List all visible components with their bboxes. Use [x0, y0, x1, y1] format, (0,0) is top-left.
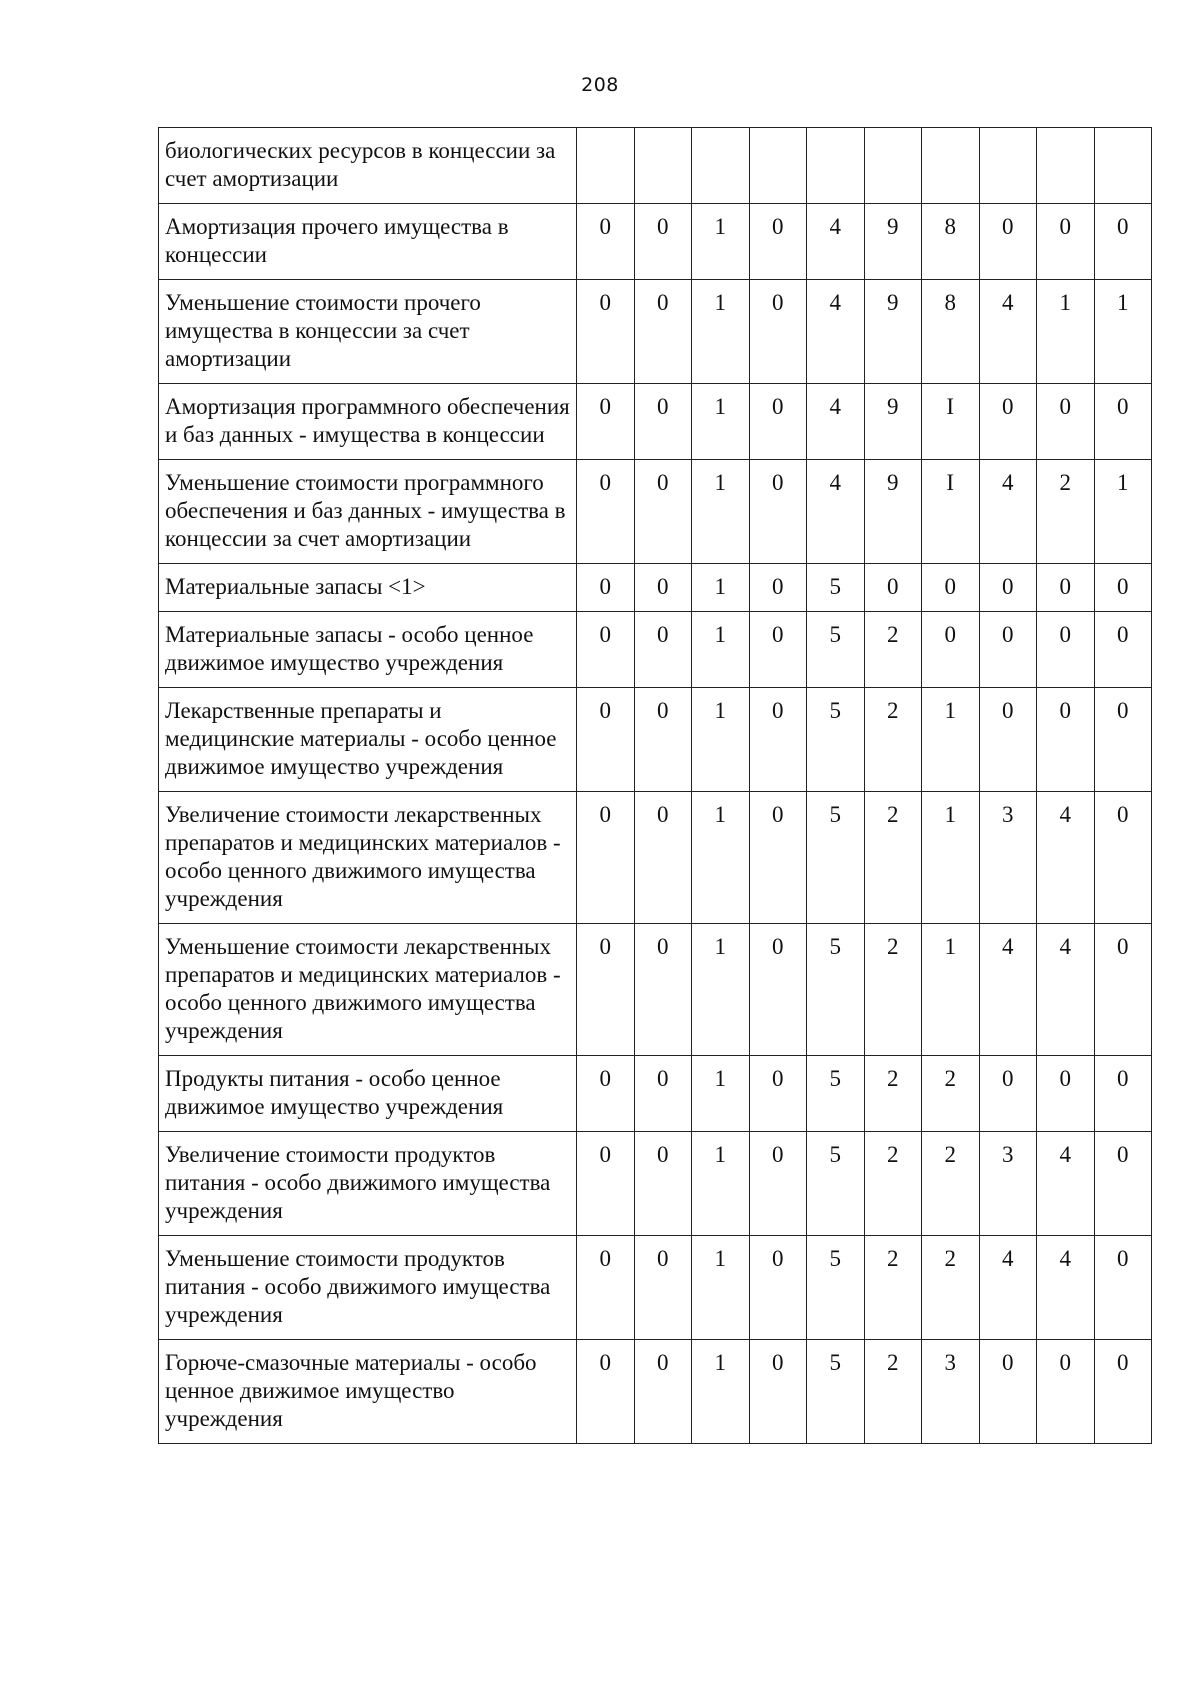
- code-digit-cell: 0: [864, 564, 922, 612]
- code-digit-cell: 0: [634, 280, 692, 384]
- code-digit-cell: 2: [922, 1132, 980, 1236]
- code-digit-cell: 1: [692, 460, 750, 564]
- code-digit-cell: 0: [749, 384, 807, 460]
- table-row: [159, 384, 1152, 460]
- code-digit-cell: 2: [864, 1340, 922, 1444]
- code-digit-cell: 0: [749, 1132, 807, 1236]
- code-digit-cell: 0: [749, 1056, 807, 1132]
- code-digit-cell: 0: [1094, 564, 1152, 612]
- code-digit-cell: 0: [1037, 564, 1095, 612]
- account-name-cell: Материальные запасы <1>: [159, 564, 577, 612]
- table-row: [159, 688, 1152, 792]
- code-digit-cell: 1: [692, 384, 750, 460]
- code-digit-cell: 9: [864, 384, 922, 460]
- code-digit-cell: 3: [979, 792, 1037, 924]
- code-digit-cell: 4: [979, 460, 1037, 564]
- code-digit-cell: [634, 128, 692, 204]
- code-digit-cell: 1: [692, 1056, 750, 1132]
- code-digit-cell: 9: [864, 280, 922, 384]
- code-digit-cell: 0: [749, 564, 807, 612]
- account-name-cell: Уменьшение стоимости программного обеспечения и баз данных - имущества в концессии за счет амортизации: [159, 460, 577, 564]
- code-digit-cell: 4: [979, 280, 1037, 384]
- code-digit-cell: 0: [749, 460, 807, 564]
- code-digit-cell: 0: [634, 384, 692, 460]
- code-digit-cell: 0: [1094, 924, 1152, 1056]
- code-digit-cell: 1: [692, 564, 750, 612]
- code-digit-cell: 4: [807, 460, 865, 564]
- code-digit-cell: 0: [1037, 1340, 1095, 1444]
- code-digit-cell: I: [922, 460, 980, 564]
- code-digit-cell: 0: [922, 612, 980, 688]
- code-digit-cell: 0: [577, 204, 635, 280]
- code-digit-cell: [1094, 128, 1152, 204]
- code-digit-cell: 0: [577, 1132, 635, 1236]
- code-digit-cell: 8: [922, 204, 980, 280]
- code-digit-cell: 3: [922, 1340, 980, 1444]
- code-digit-cell: 0: [577, 1340, 635, 1444]
- code-digit-cell: 5: [807, 1236, 865, 1340]
- code-digit-cell: 0: [979, 564, 1037, 612]
- code-digit-cell: 0: [577, 1056, 635, 1132]
- table-row: [159, 460, 1152, 564]
- code-digit-cell: 0: [634, 612, 692, 688]
- code-digit-cell: 5: [807, 1132, 865, 1236]
- code-digit-cell: 2: [864, 612, 922, 688]
- account-name-cell: Уменьшение стоимости прочего имущества в концессии за счет амортизации: [159, 280, 577, 384]
- code-digit-cell: 4: [979, 1236, 1037, 1340]
- code-digit-cell: 0: [1094, 384, 1152, 460]
- code-digit-cell: 5: [807, 564, 865, 612]
- code-digit-cell: 0: [749, 204, 807, 280]
- code-digit-cell: 1: [692, 688, 750, 792]
- code-digit-cell: 2: [922, 1056, 980, 1132]
- code-digit-cell: 1: [1094, 460, 1152, 564]
- code-digit-cell: 0: [1094, 1056, 1152, 1132]
- code-digit-cell: [922, 128, 980, 204]
- code-digit-cell: 4: [1037, 1132, 1095, 1236]
- code-digit-cell: 5: [807, 1340, 865, 1444]
- code-digit-cell: 0: [749, 1340, 807, 1444]
- table-row: [159, 280, 1152, 384]
- code-digit-cell: 0: [979, 612, 1037, 688]
- code-digit-cell: [864, 128, 922, 204]
- code-digit-cell: 0: [577, 460, 635, 564]
- account-name-cell: биологических ресурсов в концессии за счет амортизации: [159, 128, 577, 204]
- table-row: [159, 924, 1152, 1056]
- table-row: [159, 204, 1152, 280]
- code-digit-cell: 5: [807, 688, 865, 792]
- table-row: [159, 128, 1152, 204]
- code-digit-cell: [979, 128, 1037, 204]
- table-row: [159, 1340, 1152, 1444]
- code-digit-cell: 0: [634, 792, 692, 924]
- code-digit-cell: 0: [577, 1236, 635, 1340]
- code-digit-cell: 0: [634, 924, 692, 1056]
- code-digit-cell: 4: [1037, 792, 1095, 924]
- code-digit-cell: 0: [634, 564, 692, 612]
- account-name-cell: Амортизация программного обеспечения и баз данных - имущества в концессии: [159, 384, 577, 460]
- table-row: [159, 564, 1152, 612]
- table-row: [159, 1236, 1152, 1340]
- code-digit-cell: 1: [692, 1132, 750, 1236]
- account-name-cell: Уменьшение стоимости лекарственных препаратов и медицинских материалов - особо ценного движимого имущества учреждения: [159, 924, 577, 1056]
- account-name-cell: Амортизация прочего имущества в концессии: [159, 204, 577, 280]
- code-digit-cell: [577, 128, 635, 204]
- table-body: [159, 128, 1152, 1444]
- table-row: [159, 792, 1152, 924]
- code-digit-cell: 4: [1037, 1236, 1095, 1340]
- account-name-cell: Увеличение стоимости продуктов питания - особо движимого имущества учреждения: [159, 1132, 577, 1236]
- code-digit-cell: 0: [634, 460, 692, 564]
- code-digit-cell: 2: [864, 924, 922, 1056]
- code-digit-cell: 2: [864, 1056, 922, 1132]
- code-digit-cell: 0: [1037, 204, 1095, 280]
- code-digit-cell: 1: [692, 204, 750, 280]
- code-digit-cell: 2: [864, 688, 922, 792]
- code-digit-cell: 0: [577, 564, 635, 612]
- code-digit-cell: 0: [979, 204, 1037, 280]
- code-digit-cell: 1: [1094, 280, 1152, 384]
- code-digit-cell: 4: [807, 204, 865, 280]
- code-digit-cell: 0: [979, 1340, 1037, 1444]
- code-digit-cell: 0: [634, 1236, 692, 1340]
- code-digit-cell: 3: [979, 1132, 1037, 1236]
- code-digit-cell: 0: [1094, 204, 1152, 280]
- code-digit-cell: 0: [577, 384, 635, 460]
- account-name-cell: Горюче-смазочные материалы - особо ценное движимое имущество учреждения: [159, 1340, 577, 1444]
- code-digit-cell: 5: [807, 792, 865, 924]
- code-digit-cell: 0: [577, 280, 635, 384]
- code-digit-cell: 4: [1037, 924, 1095, 1056]
- code-digit-cell: 0: [634, 1056, 692, 1132]
- code-digit-cell: 0: [749, 280, 807, 384]
- code-digit-cell: 0: [1094, 1236, 1152, 1340]
- account-name-cell: Продукты питания - особо ценное движимое имущество учреждения: [159, 1056, 577, 1132]
- code-digit-cell: 0: [922, 564, 980, 612]
- account-name-cell: Материальные запасы - особо ценное движимое имущество учреждения: [159, 612, 577, 688]
- code-digit-cell: 0: [1094, 688, 1152, 792]
- code-digit-cell: 1: [692, 612, 750, 688]
- code-digit-cell: 5: [807, 924, 865, 1056]
- code-digit-cell: [749, 128, 807, 204]
- code-digit-cell: 1: [692, 792, 750, 924]
- code-digit-cell: 4: [807, 280, 865, 384]
- code-digit-cell: 0: [749, 924, 807, 1056]
- code-digit-cell: 9: [864, 460, 922, 564]
- table-row: [159, 612, 1152, 688]
- code-digit-cell: 0: [1037, 384, 1095, 460]
- code-digit-cell: 1: [692, 924, 750, 1056]
- code-digit-cell: 0: [749, 688, 807, 792]
- code-digit-cell: 0: [634, 688, 692, 792]
- code-digit-cell: 0: [1037, 612, 1095, 688]
- code-digit-cell: 0: [577, 924, 635, 1056]
- account-name-cell: Увеличение стоимости лекарственных препаратов и медицинских материалов - особо ценного движимого имущества учреждения: [159, 792, 577, 924]
- code-digit-cell: 2: [864, 792, 922, 924]
- table-row: [159, 1056, 1152, 1132]
- code-digit-cell: 0: [979, 688, 1037, 792]
- code-digit-cell: 0: [1094, 1132, 1152, 1236]
- code-digit-cell: 0: [634, 204, 692, 280]
- code-digit-cell: 0: [1094, 1340, 1152, 1444]
- code-digit-cell: 1: [922, 792, 980, 924]
- code-digit-cell: 2: [922, 1236, 980, 1340]
- code-digit-cell: 1: [922, 688, 980, 792]
- code-digit-cell: 1: [922, 924, 980, 1056]
- code-digit-cell: 2: [864, 1132, 922, 1236]
- code-digit-cell: 0: [1094, 792, 1152, 924]
- code-digit-cell: [807, 128, 865, 204]
- code-digit-cell: 0: [577, 612, 635, 688]
- page-number: 208: [581, 74, 619, 96]
- code-digit-cell: 9: [864, 204, 922, 280]
- code-digit-cell: 5: [807, 1056, 865, 1132]
- code-digit-cell: 2: [1037, 460, 1095, 564]
- code-digit-cell: 0: [749, 792, 807, 924]
- code-digit-cell: I: [922, 384, 980, 460]
- code-digit-cell: 4: [979, 924, 1037, 1056]
- account-codes-table: [158, 127, 1152, 1444]
- code-digit-cell: [1037, 128, 1095, 204]
- account-name-cell: Лекарственные препараты и медицинские материалы - особо ценное движимое имущество учреждения: [159, 688, 577, 792]
- code-digit-cell: 5: [807, 612, 865, 688]
- code-digit-cell: 0: [634, 1132, 692, 1236]
- code-digit-cell: 0: [749, 1236, 807, 1340]
- code-digit-cell: 0: [577, 792, 635, 924]
- code-digit-cell: [692, 128, 750, 204]
- code-digit-cell: 1: [692, 1236, 750, 1340]
- account-name-cell: Уменьшение стоимости продуктов питания - особо движимого имущества учреждения: [159, 1236, 577, 1340]
- code-digit-cell: 4: [807, 384, 865, 460]
- code-digit-cell: 0: [1094, 612, 1152, 688]
- code-digit-cell: 0: [979, 384, 1037, 460]
- code-digit-cell: 1: [1037, 280, 1095, 384]
- code-digit-cell: 0: [979, 1056, 1037, 1132]
- code-digit-cell: 2: [864, 1236, 922, 1340]
- code-digit-cell: 1: [692, 1340, 750, 1444]
- code-digit-cell: 0: [749, 612, 807, 688]
- code-digit-cell: 0: [1037, 1056, 1095, 1132]
- code-digit-cell: 0: [577, 688, 635, 792]
- table-row: [159, 1132, 1152, 1236]
- code-digit-cell: 1: [692, 280, 750, 384]
- code-digit-cell: 8: [922, 280, 980, 384]
- code-digit-cell: 0: [1037, 688, 1095, 792]
- code-digit-cell: 0: [634, 1340, 692, 1444]
